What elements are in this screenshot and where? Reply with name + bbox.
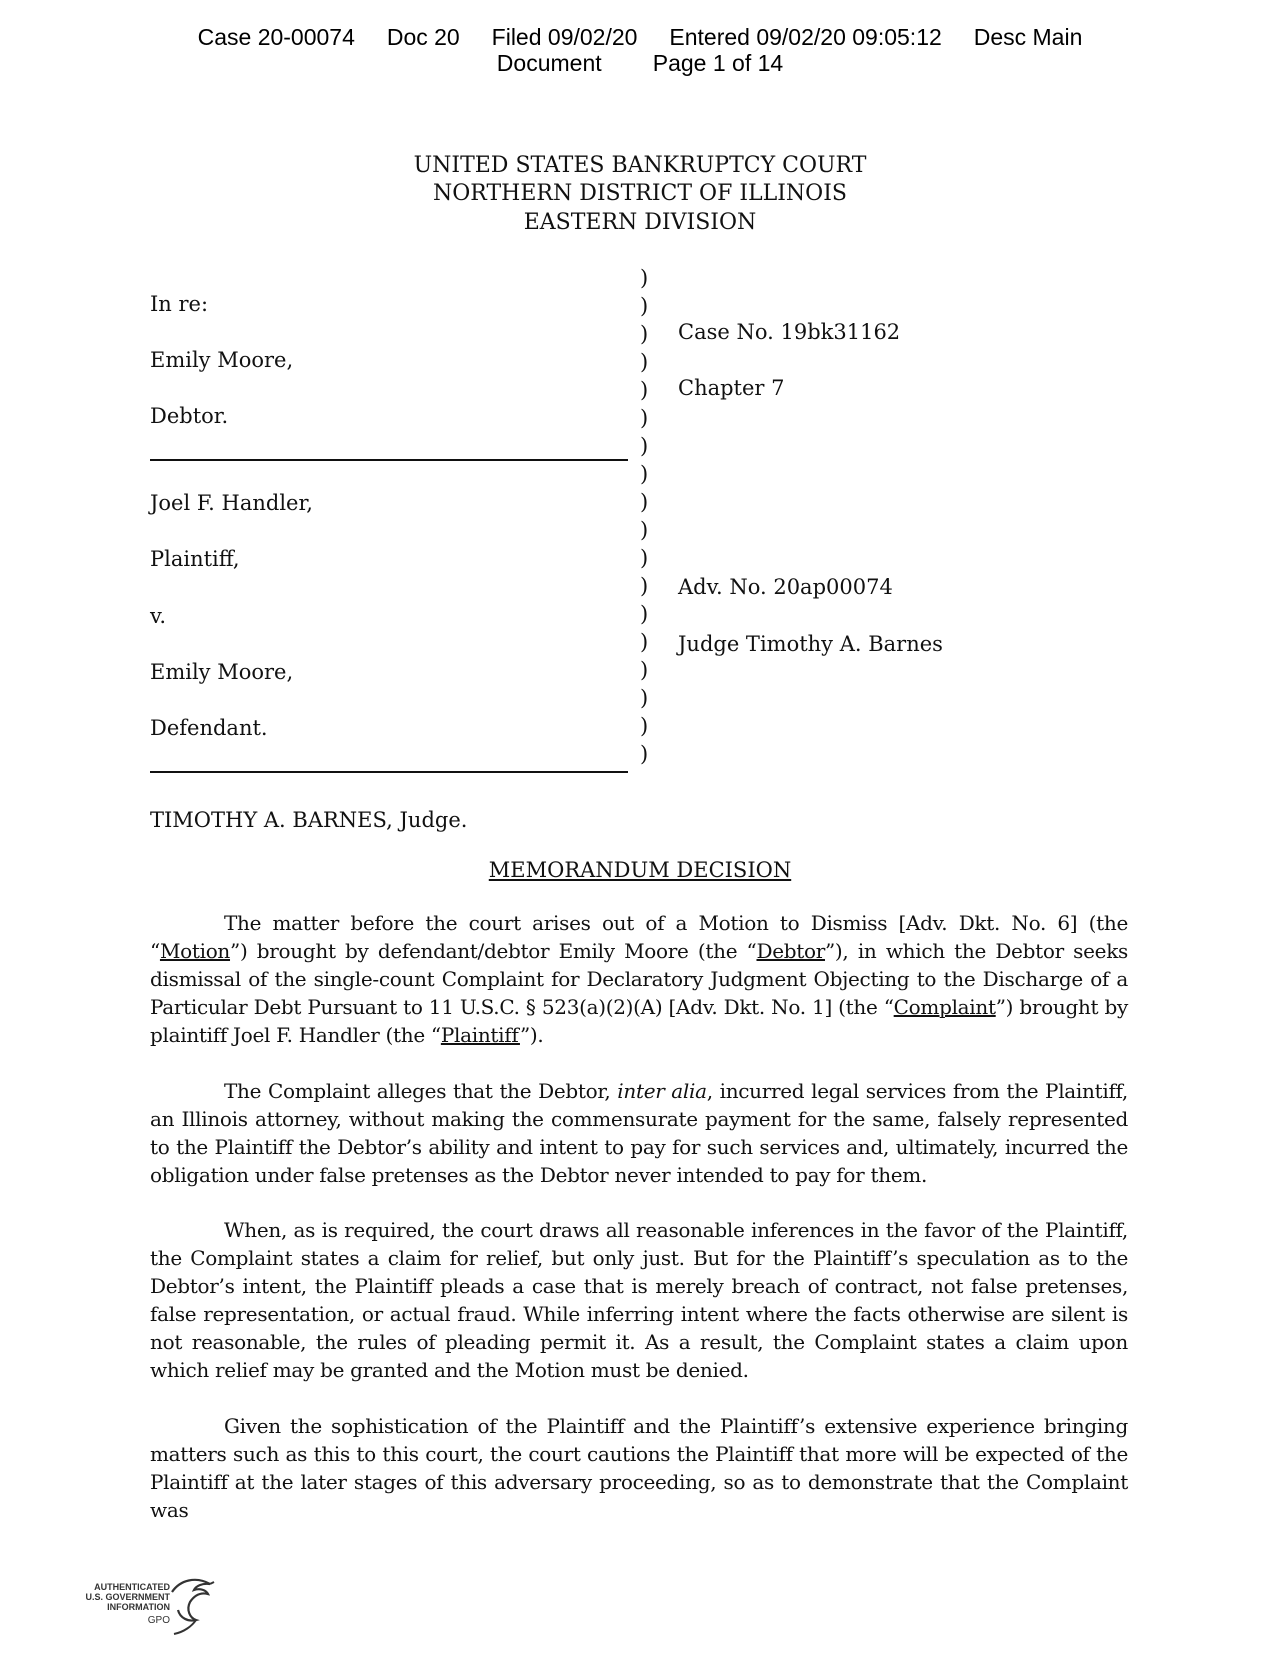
adversary-number: Adv. No. 20ap00074 [678, 575, 893, 599]
caption-plaintiff-name: Joel F. Handler, [150, 491, 313, 515]
defined-term-debtor: Debtor [756, 939, 825, 963]
gpo-authentication-seal: AUTHENTICATED U.S. GOVERNMENT INFORMATION GPO [76, 1582, 216, 1648]
caption-versus: v. [150, 604, 167, 628]
caption-paren: ) [640, 574, 649, 598]
caption-paren: ) [640, 686, 649, 710]
caption-defendant-role: Defendant. [150, 716, 268, 740]
caption-paren: ) [640, 602, 649, 626]
chapter: Chapter 7 [678, 376, 785, 400]
paragraph-1: The matter before the court arises out of a Motion to Dismiss [Adv. Dkt. No. 6] (the “Motion”) brought by defendant/debtor Emily Moore (the “Debtor”), in which the Debtor seeks dismissal of the single-count Complaint for Declaratory Judgment Objecting to the Discharge of a Particular Debt Pursuant to 11 U.S.C. § 523(a)(2)(A) [Adv. Dkt. No. 1] (the “Complaint”) brought by plaintiff Joel F. Handler (the “Plaintiff”). [150, 911, 1128, 1047]
caption-in-re: In re: [150, 292, 209, 316]
caption-paren: ) [640, 266, 649, 290]
caption-paren: ) [640, 294, 649, 318]
eagle-icon [166, 1574, 216, 1640]
caption-paren: ) [640, 714, 649, 738]
caption-paren: ) [640, 462, 649, 486]
document-title: MEMORANDUM DECISION [488, 858, 792, 882]
paragraph-3: When, as is required, the court draws all reasonable inferences in the favor of the Plaintiff, the Complaint states a claim for relief, but only just. But for the Plaintiff’s speculation as to the Debtor’s intent, the Plaintiff pleads a case that is merely breach of contract, not false pretenses, false representation, or actual fraud. While inferring intent where the facts otherwise are silent is not reasonable, the rules of pleading permit it. As a result, the Complaint states a claim upon which relief may be granted and the Motion must be denied. [150, 1218, 1128, 1382]
caption-paren: ) [640, 406, 649, 430]
case-number: Case No. 19bk31162 [678, 320, 901, 344]
caption-plaintiff-role: Plaintiff, [150, 547, 240, 571]
caption-debtor-role: Debtor. [150, 404, 229, 428]
court-division: EASTERN DIVISION [523, 210, 757, 235]
caption-defendant-name: Emily Moore, [150, 660, 294, 684]
caption-debtor-name: Emily Moore, [150, 348, 294, 372]
caption-paren: ) [640, 630, 649, 654]
caption-paren: ) [640, 742, 649, 766]
caption-paren: ) [640, 350, 649, 374]
judge-assignment: Judge Timothy A. Barnes [678, 632, 943, 656]
paragraph-2: The Complaint alleges that the Debtor, inter alia, incurred legal services from the Plaintiff, an Illinois attorney, without making the commensurate payment for the same, falsely represented to the Plaintiff the Debtor’s ability and intent to pay for such services and, ultimately, incurred the obligation under false pretenses as the Debtor never intended to pay for them. [150, 1079, 1128, 1187]
caption-paren: ) [640, 490, 649, 514]
defined-term-motion: Motion [159, 939, 231, 963]
paragraph-4: Given the sophistication of the Plaintiff and the Plaintiff’s extensive experience bringing matters such as this to this court, the court cautions the Plaintiff that more will be expected of the Plaintiff at the later stages of this adversary proceeding, so as to demonstrate that the Complaint was [150, 1414, 1128, 1522]
caption-paren: ) [640, 518, 649, 542]
caption-rule-1 [150, 459, 628, 461]
caption-paren: ) [640, 378, 649, 402]
court-name: UNITED STATES BANKRUPTCY COURT [413, 153, 867, 178]
court-district: NORTHERN DISTRICT OF ILLINOIS [433, 181, 847, 206]
defined-term-complaint: Complaint [893, 995, 996, 1019]
caption-paren: ) [640, 434, 649, 458]
filing-header-line-2: Document Page 1 of 14 [496, 50, 784, 76]
judge-line: TIMOTHY A. BARNES, Judge. [150, 808, 468, 832]
caption-paren: ) [640, 546, 649, 570]
caption-paren: ) [640, 658, 649, 682]
caption-paren: ) [640, 322, 649, 346]
defined-term-plaintiff: Plaintiff [440, 1023, 520, 1047]
filing-header-line-1: Case 20-00074 Doc 20 Filed 09/02/20 Entered 09/02/20 09:05:12 Desc Main [197, 24, 1083, 50]
caption-rule-2 [150, 771, 628, 773]
